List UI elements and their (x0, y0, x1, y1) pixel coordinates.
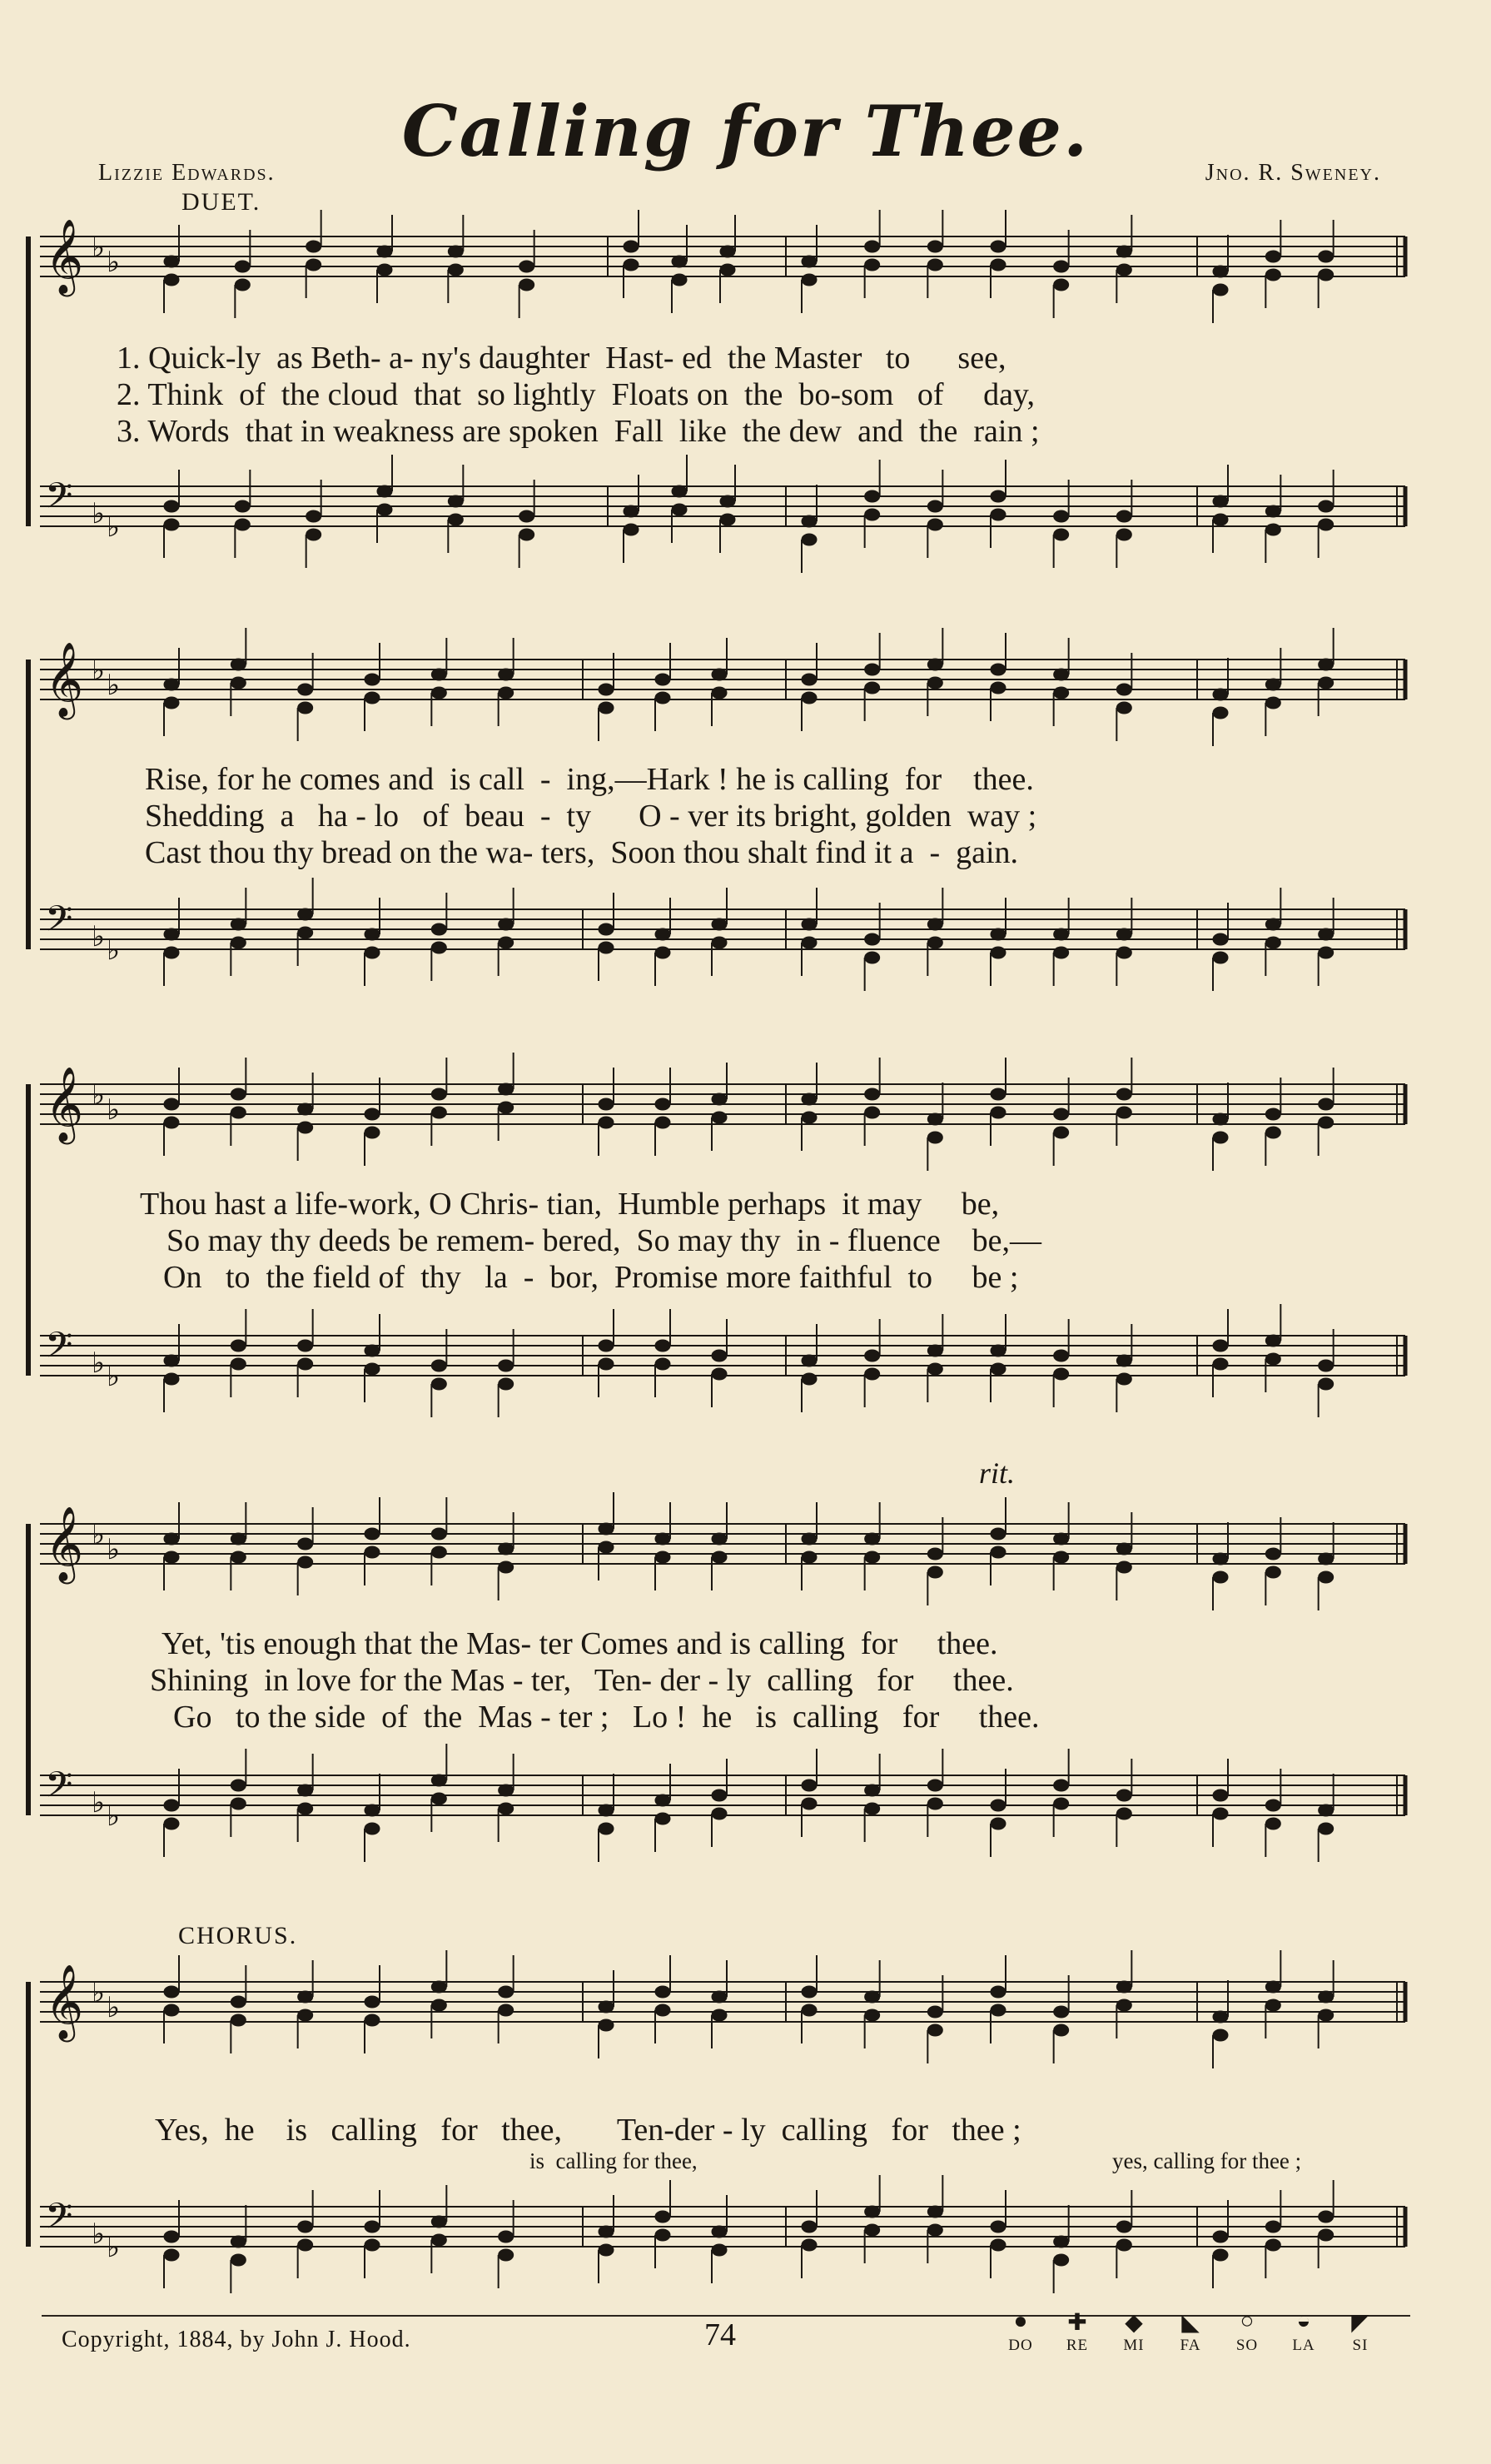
lyric-line: Cast thou thy bread on the wa- ters, Soon thou shalt find it a - gain. (145, 835, 1019, 870)
so-shape-icon: ○ (1240, 2308, 1255, 2334)
solfege-so: SO (1235, 2337, 1259, 2354)
fa-shape-icon: ◣ (1181, 2310, 1200, 2336)
solfege-do: DO (1008, 2337, 1033, 2354)
solfege-key (996, 2308, 1387, 2358)
svg-text:♭: ♭ (107, 669, 121, 702)
svg-text:♭: ♭ (92, 1078, 106, 1112)
la-shape-icon: ◒ (1296, 2308, 1311, 2334)
lyricist-credit: Lizzie Edwards. (98, 160, 276, 186)
svg-text:𝄞: 𝄞 (45, 219, 84, 294)
solfege-la: LA (1292, 2337, 1315, 2354)
lyric-line: On to the field of thy la - bor, Promise more faithful to be ; (163, 1260, 1019, 1295)
re-shape-icon: ✚ (1067, 2310, 1087, 2336)
ritardando-marking: rit. (979, 1456, 1016, 1490)
svg-text:𝄞: 𝄞 (45, 1506, 84, 1581)
lyric-line: Rise, for he comes and is call - ing,—Hark ! he is calling for thee. (145, 762, 1034, 797)
lyric-line: 2. Think of the cloud that so lightly Floats on the bo-som of day, (117, 377, 1035, 412)
lyric-line: Shining in love for the Mas - ter, Ten- der - ly calling for thee. (150, 1663, 1014, 1698)
svg-text:♭: ♭ (107, 1799, 121, 1833)
page-number: 74 (704, 2317, 736, 2352)
chorus-echo-lyric: is calling for thee, (529, 2148, 698, 2173)
svg-text:♭: ♭ (107, 1360, 121, 1393)
solfege-mi: MI (1123, 2337, 1145, 2354)
lyric-line: Go to the side of the Mas - ter ; Lo ! he is calling for thee. (173, 1700, 1040, 1735)
do-shape-icon: ● (1013, 2308, 1028, 2334)
svg-text:♭: ♭ (92, 231, 106, 264)
svg-text:𝄞: 𝄞 (45, 1067, 84, 1142)
svg-text:♭: ♭ (107, 510, 121, 544)
solfege-fa: FA (1180, 2337, 1201, 2354)
svg-text:𝄢: 𝄢 (45, 1765, 73, 1814)
svg-text:♭: ♭ (92, 1518, 106, 1551)
hymn-title: Calling for Thee. (401, 90, 1090, 172)
svg-text:♭: ♭ (107, 1533, 121, 1566)
composer-credit: Jno. R. Sweney. (1205, 160, 1381, 186)
svg-text:𝄞: 𝄞 (45, 1964, 84, 2039)
svg-text:♭: ♭ (92, 497, 106, 530)
svg-text:♭: ♭ (92, 1976, 106, 2009)
svg-text:♭: ♭ (92, 920, 106, 953)
duet-marking: DUET. (181, 188, 261, 216)
svg-text:𝄢: 𝄢 (45, 1325, 73, 1375)
svg-text:𝄞: 𝄞 (45, 642, 84, 717)
chorus-echo-lyric: yes, calling for thee ; (1112, 2148, 1302, 2173)
si-shape-icon: ◤ (1351, 2310, 1369, 2336)
svg-text:♭: ♭ (92, 1346, 106, 1380)
svg-text:𝄢: 𝄢 (45, 475, 73, 525)
svg-text:𝄢: 𝄢 (45, 898, 73, 948)
copyright-notice: Copyright, 1884, by John J. Hood. (62, 2327, 411, 2352)
svg-text:♭: ♭ (92, 654, 106, 687)
solfege-re: RE (1066, 2337, 1089, 2354)
solfege-si: SI (1352, 2337, 1369, 2354)
chorus-lyric-line: Yes, he is calling for thee, Ten-der - ly calling for thee ; (155, 2113, 1021, 2148)
chorus-marking: CHORUS. (178, 1922, 298, 1949)
svg-text:♭: ♭ (107, 246, 121, 279)
lyric-line: 1. Quick-ly as Beth- a- ny's daughter Hast- ed the Master to see, (117, 341, 1006, 376)
svg-text:♭: ♭ (107, 933, 121, 967)
lyric-line: Yet, 'tis enough that the Mas- ter Comes and is calling for thee. (162, 1626, 998, 1661)
svg-text:♭: ♭ (92, 1786, 106, 1819)
mi-shape-icon: ◆ (1125, 2310, 1143, 2336)
lyric-line: Thou hast a life-work, O Chris- tian, Humble perhaps it may be, (140, 1187, 1000, 1222)
svg-text:♭: ♭ (92, 2218, 106, 2251)
lyric-line: Shedding a ha - lo of beau - ty O - ver its bright, golden way ; (145, 799, 1037, 834)
svg-text:♭: ♭ (107, 2231, 121, 2264)
svg-text:♭: ♭ (107, 1093, 121, 1127)
svg-text:♭: ♭ (107, 1991, 121, 2024)
lyric-line: 3. Words that in weakness are spoken Fall like the dew and the rain ; (117, 414, 1040, 449)
lyric-line: So may thy deeds be remem- bered, So may thy in - fluence be,— (166, 1223, 1042, 1258)
svg-text:𝄢: 𝄢 (45, 2196, 73, 2246)
